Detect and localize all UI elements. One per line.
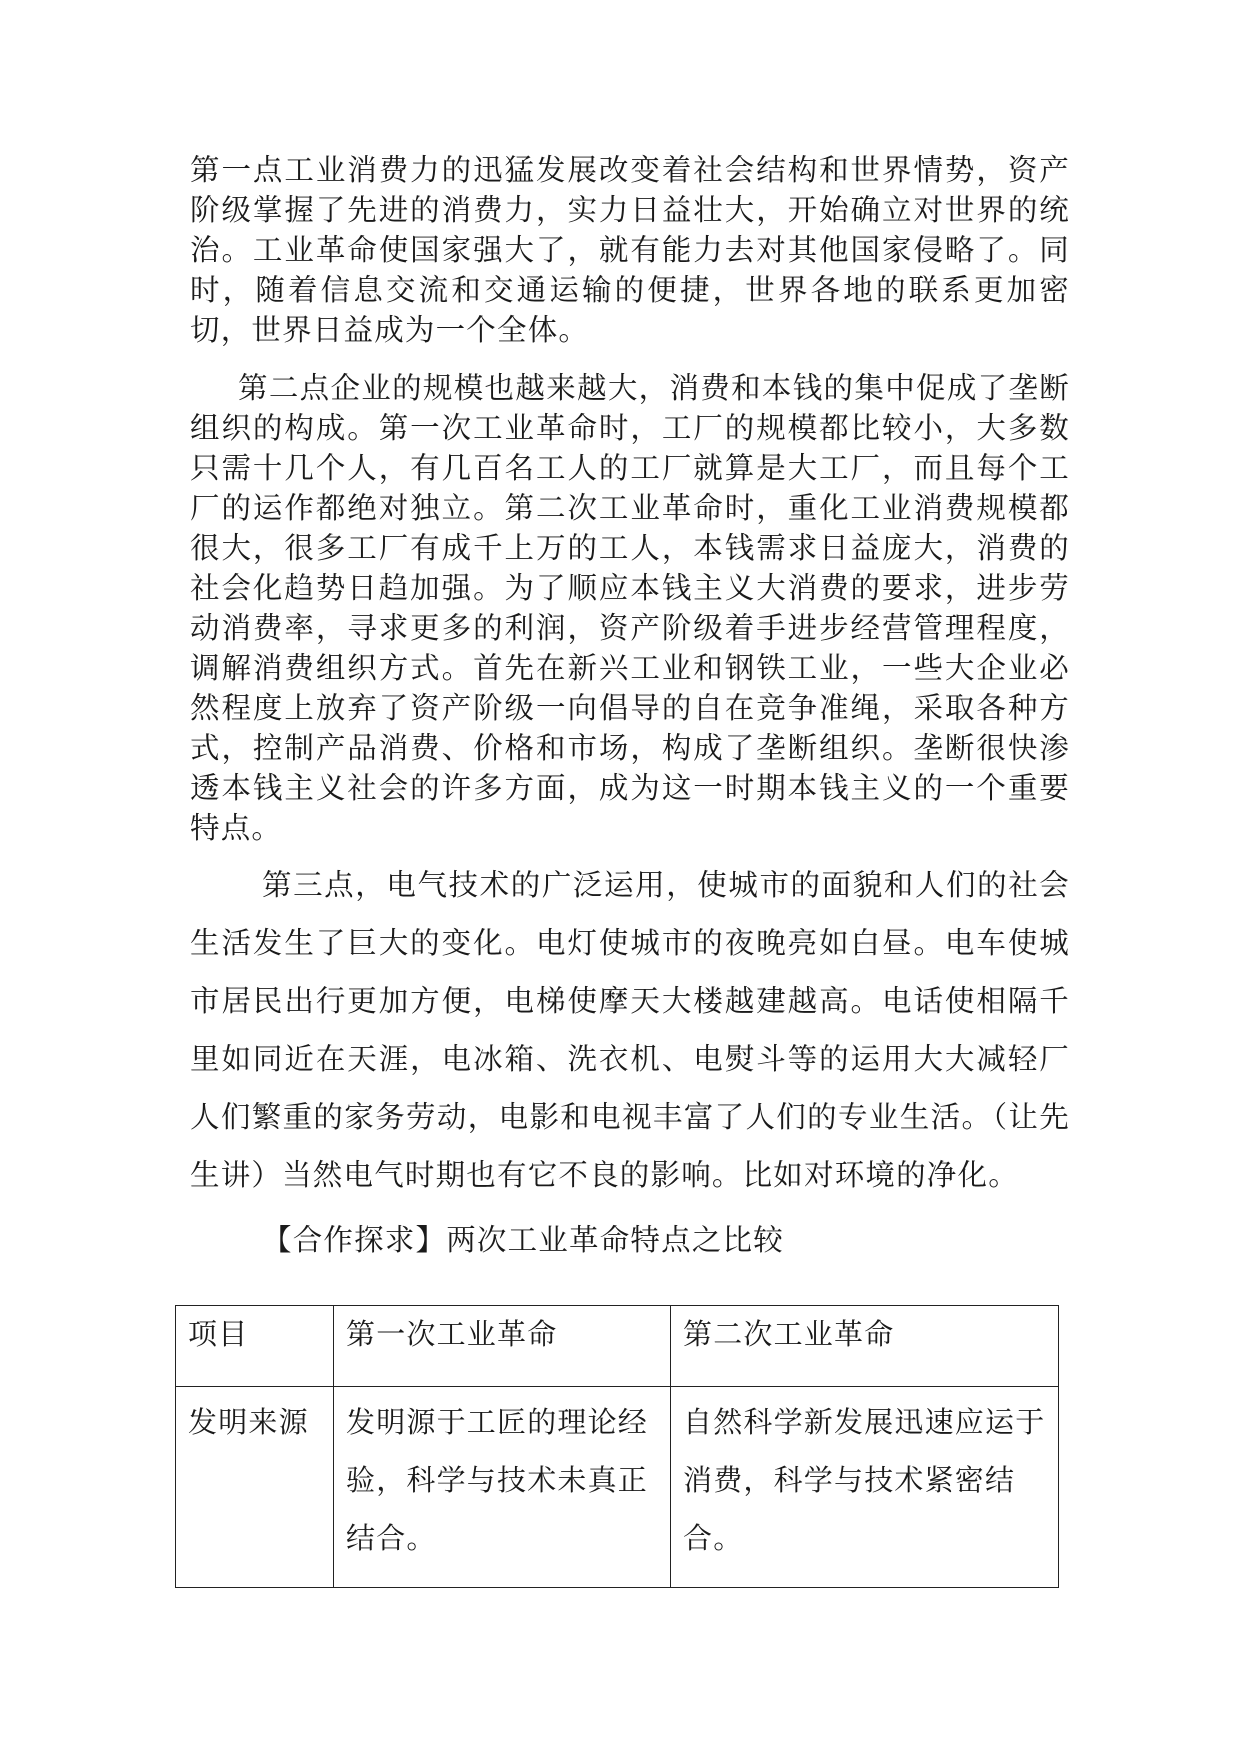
table-header-item: 项目 bbox=[176, 1306, 334, 1387]
section-heading: 【合作探求】两次工业革命特点之比较 bbox=[262, 1223, 784, 1257]
table-header-row bbox=[176, 1306, 1059, 1387]
table-header-second-revolution: 第二次工业革命 bbox=[671, 1306, 1059, 1387]
paragraph-second-point: 第二点企业的规模也越来越大，消费和本钱的集中促成了垄断组织的构成。第一次工业革命时，工厂的规模都比较小，大多数只需十几个人，有几百名工人的工厂就算是大工厂，而且每个工厂的运作都绝对独立。第二次工业革命时，重化工业消费规模都很大，很多工厂有成千上万的工人，本钱需求日益庞大，消费的社会化趋势日趋加强。为了顺应本钱主义大消费的要求，进步劳动消费率，寻求更多的利润，资产阶级着手进步经营管理程度，调解消费组织方式。首先在新兴工业和钢铁工业，一些大企业必然程度上放弃了资产阶级一向倡导的自在竞争准绳，采取各种方式，控制产品消费、价格和市场，构成了垄断组织。垄断很快渗透本钱主义社会的许多方面，成为这一时期本钱主义的一个重要特点。 bbox=[190, 371, 1070, 845]
paragraph-third-point: 第三点，电气技术的广泛运用，使城市的面貌和人们的社会生活发生了巨大的变化。电灯使城市的夜晚亮如白昼。电车使城市居民出行更加方便，电梯使摩天大楼越建越高。电话使相隔千里如同近在天涯，电冰箱、洗衣机、电熨斗等的运用大大减轻厂人们繁重的家务劳动，电影和电视丰富了人们的专业生活。（让先生讲）当然电气时期也有它不良的影响。比如对环境的净化。 bbox=[190, 868, 1070, 1192]
table-row bbox=[176, 1387, 1059, 1588]
table-cell-item: 发明来源 bbox=[176, 1387, 334, 1588]
comparison-table bbox=[175, 1305, 1059, 1588]
paragraph-first-point: 第一点工业消费力的迅猛发展改变着社会结构和世界情势，资产阶级掌握了先进的消费力，实力日益壮大，开始确立对世界的统治。工业革命使国家强大了，就有能力去对其他国家侵略了。同时，随着信息交流和交通运输的便捷，世界各地的联系更加密切，世界日益成为一个全体。 bbox=[190, 153, 1070, 347]
table-header-first-revolution: 第一次工业革命 bbox=[334, 1306, 671, 1387]
table-cell-first: 发明源于工匠的理论经验，科学与技术未真正结合。 bbox=[334, 1387, 671, 1588]
table-cell-second: 自然科学新发展迅速应运于消费，科学与技术紧密结合。 bbox=[671, 1387, 1059, 1588]
